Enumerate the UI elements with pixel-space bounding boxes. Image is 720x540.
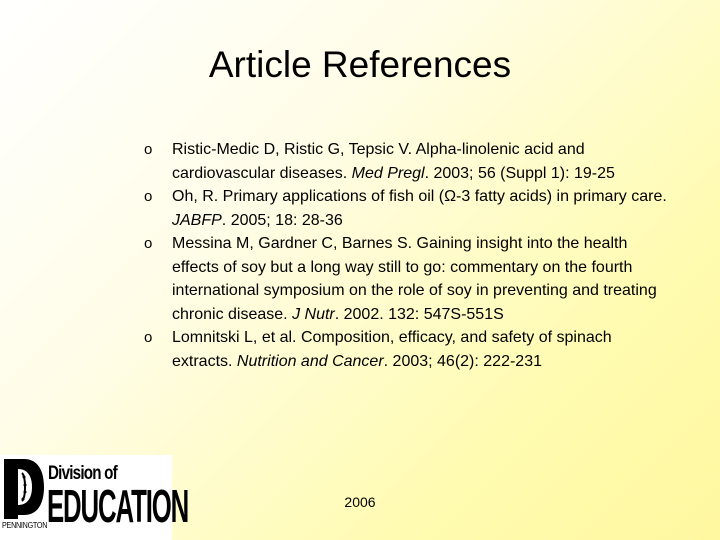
reference-text: Oh, R. Primary applications of fish oil (Ω-3 fatty acids) in primary care. xyxy=(172,188,667,205)
reference-item xyxy=(144,185,674,232)
division-of-education-logo xyxy=(0,455,189,540)
footer-year: 2006 xyxy=(344,494,376,510)
slide-title: Article References xyxy=(208,44,512,85)
reference-text: Lomnitski L, et al. Composition, efficacy, and safety of spinach extracts. xyxy=(172,329,612,370)
reference-text: . 2002. 132: 547S-551S xyxy=(334,305,504,323)
journal-name: J Nutr xyxy=(292,305,335,323)
reference-text: Messina M, Gardner C, Barnes S. Gaining insight into the health effects of soy but a long way still to go: commentary on the fourth international symposium on the role of soy in preventing and treating chronic disease. xyxy=(172,235,657,323)
logo-division-text: Division of xyxy=(48,463,117,484)
journal-name: Nutrition and Cancer xyxy=(236,352,384,370)
journal-name: JABFP xyxy=(172,211,222,229)
reference-list xyxy=(144,138,674,373)
reference-text: Ristic-Medic D, Ristic G, Tepsic V. Alpha-linolenic acid and cardiovascular diseases. xyxy=(172,141,585,182)
reference-text: . 2003; 56 (Suppl 1): 19-25 xyxy=(424,164,615,182)
bullet-marker: o xyxy=(144,235,153,252)
journal-name: Med Pregl xyxy=(351,164,425,182)
bullet-marker: o xyxy=(144,188,153,205)
reference-item xyxy=(144,326,674,373)
logo-subtext: PENNINGTON xyxy=(2,521,48,530)
reference-text: . 2003; 46(2): 222-231 xyxy=(383,352,542,370)
pennington-logo-icon xyxy=(2,457,46,519)
logo-education-text: EDUCATION xyxy=(47,480,189,532)
reference-text: . 2005; 18: 28-36 xyxy=(221,211,343,229)
reference-item xyxy=(144,138,674,185)
bullet-marker: o xyxy=(144,329,153,346)
bullet-marker: o xyxy=(144,141,153,158)
reference-item xyxy=(144,232,674,326)
